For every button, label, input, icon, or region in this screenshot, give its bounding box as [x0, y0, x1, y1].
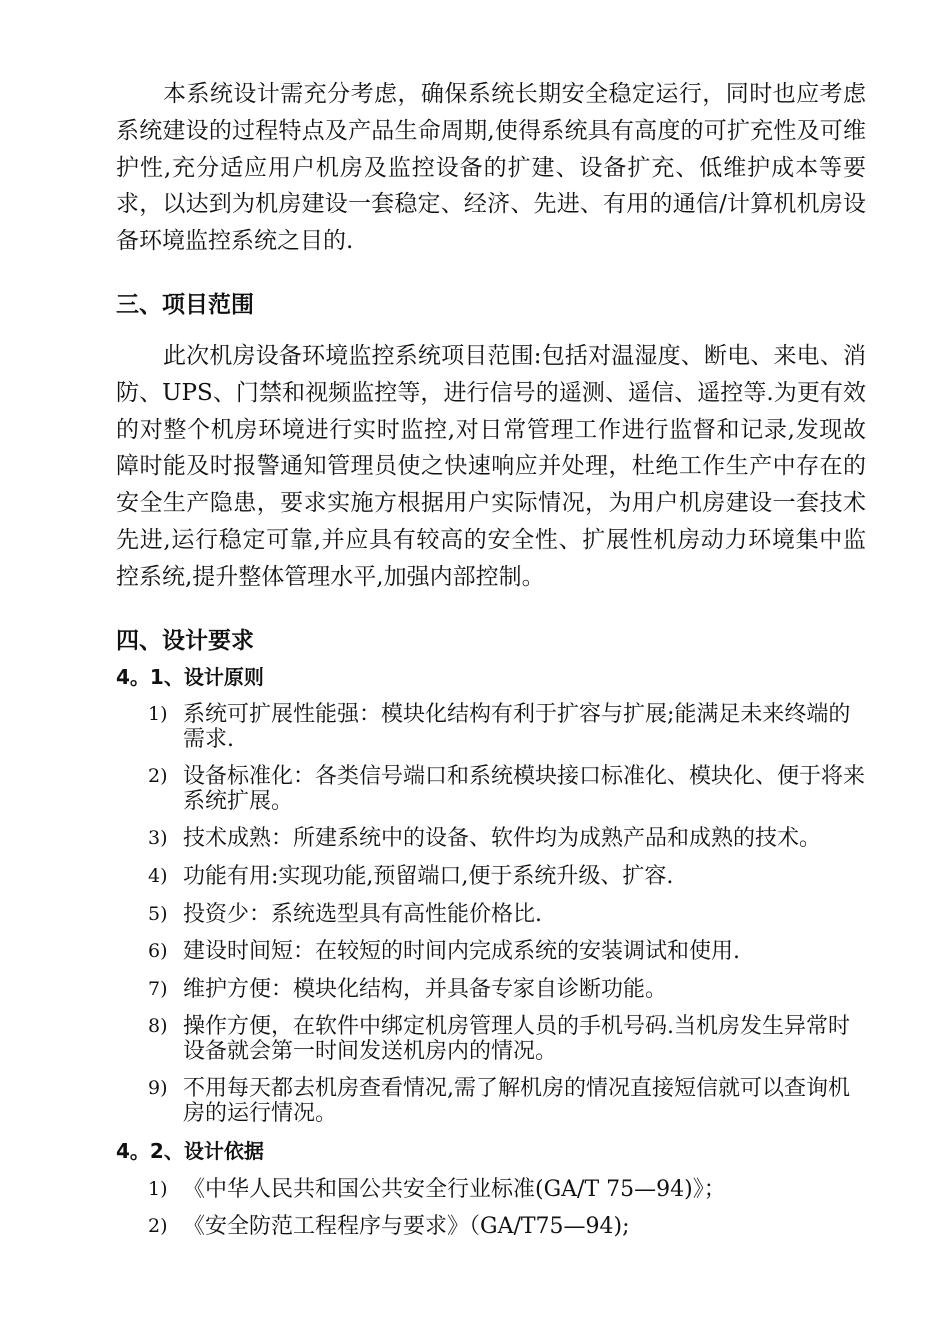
list-item: [148, 902, 868, 927]
list-item-text: 《中华人民共和国公共安全行业标准(GA/T 75—94)》；: [183, 1177, 726, 1202]
list-item-number: 1): [148, 703, 168, 725]
list-item-text: 功能有用:实现功能,预留端口,便于系统升级、扩容.: [183, 864, 674, 889]
list-item: [148, 1076, 868, 1126]
list-item-number: 4): [148, 865, 168, 887]
list-item: [148, 939, 868, 964]
list-item-text: 设备标准化：各类信号端口和系统模块接口标准化、模块化、便于将来系统扩展。: [183, 764, 866, 814]
list-item-number: 6): [148, 940, 168, 962]
list-item-number: 8): [148, 1015, 168, 1037]
list-item-text: 《安全防范工程程序与要求》（GA/T75—94);: [183, 1214, 630, 1239]
section-4-1-heading: 4。1、设计原则: [116, 665, 264, 689]
section-4-2-heading: 4。2、设计依据: [116, 1139, 264, 1163]
section-4-heading: 四、设计要求: [116, 628, 254, 654]
list-item: [148, 977, 868, 1002]
list-item-number: 7): [148, 978, 168, 1000]
list-item: [148, 864, 868, 889]
list-item-text: 技术成熟：所建系统中的设备、软件均为成熟产品和成熟的技术。: [183, 826, 822, 851]
list-item-number: 9): [148, 1077, 168, 1099]
list-item-number: 5): [148, 903, 168, 925]
list-item-number: 1): [148, 1178, 168, 1200]
list-item: [148, 1014, 868, 1064]
list-item: [148, 702, 868, 752]
section-3-paragraph: 此次机房设备环境监控系统项目范围:包括对温湿度、断电、来电、消防、UPS、门禁和视频监控等，进行信号的遥测、遥信、遥控等.为更有效的对整个机房环境进行实时监控,对日常管理工作进行监督和记录,发现故障时能及时报警通知管理员使之快速响应并处理，杜绝工作生产中存在的安全生产隐患，要求实施方根据用户实际情况，为用户机房建设一套技术先进,运行稳定可靠,并应具有较高的安全性、扩展性机房动力环境集中监控系统,提升整体管理水平,加强内部控制。: [116, 343, 866, 590]
intro-paragraph: 本系统设计需充分考虑，确保系统长期安全稳定运行，同时也应考虑系统建设的过程特点及产品生命周期,使得系统具有高度的可扩充性及可维护性,充分适应用户机房及监控设备的扩建、设备扩充、低维护成本等要求，以达到为机房建设一套稳定、经济、先进、有用的通信/计算机机房设备环境监控系统之目的.: [116, 81, 866, 255]
list-item-number: 3): [148, 827, 168, 849]
list-item-text: 维护方便：模块化结构，并具备专家自诊断功能。: [183, 977, 668, 1002]
list-item: [148, 764, 868, 814]
list-item-text: 系统可扩展性能强：模块化结构有利于扩容与扩展;能满足未来终端的需求.: [183, 702, 851, 752]
list-item-text: 不用每天都去机房查看情况,需了解机房的情况直接短信就可以查询机房的运行情况。: [183, 1076, 850, 1126]
list-item: [148, 826, 868, 851]
list-item-text: 操作方便，在软件中绑定机房管理人员的手机号码.当机房发生异常时设备就会第一时间发送机房内的情况。: [183, 1014, 850, 1064]
list-item-number: 2): [148, 1215, 168, 1237]
list-item: [148, 1177, 868, 1202]
list-item-number: 2): [148, 765, 168, 787]
section-3-heading: 三、项目范围: [116, 292, 254, 318]
list-item-text: 投资少：系统选型具有高性能价格比.: [183, 902, 542, 927]
list-item-text: 建设时间短：在较短的时间内完成系统的安装调试和使用.: [183, 939, 740, 964]
list-item: [148, 1214, 868, 1239]
